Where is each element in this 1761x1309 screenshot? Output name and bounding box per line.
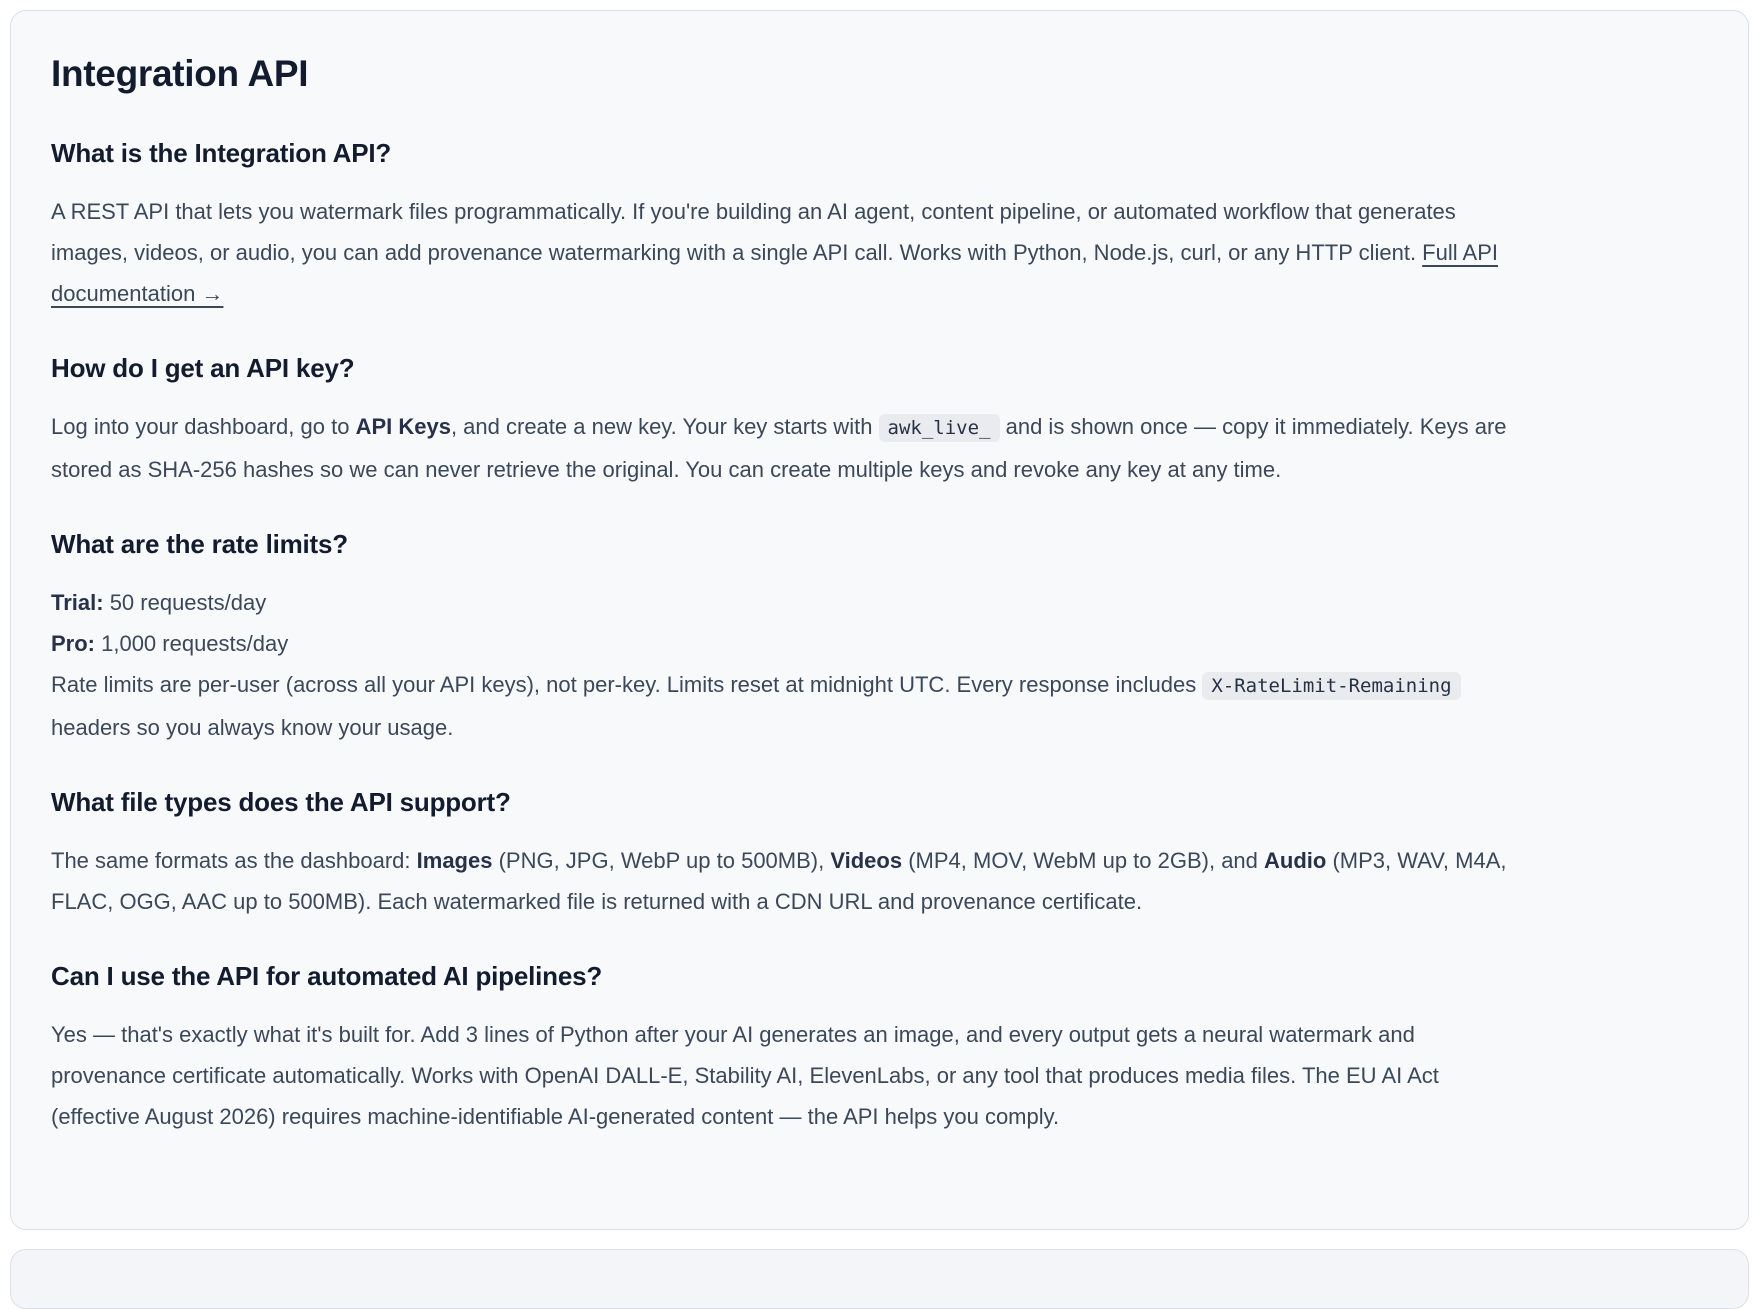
body-text: 50 requests/day	[103, 590, 267, 615]
faq-answer	[51, 406, 1523, 490]
body-text: A REST API that lets you watermark files programmatically. If you're building an AI agent, content pipeline, or automated workflow that generates images, videos, or audio, you can add provenance watermarking with a single API call. Works with Python, Node.js, curl, or any HTTP client.	[51, 199, 1456, 265]
faq-question: What are the rate limits?	[51, 529, 348, 559]
faq-section	[51, 786, 1708, 922]
inline-code: awk_live_	[879, 414, 1000, 442]
body-text: Log into your dashboard, go to	[51, 414, 356, 439]
body-text: (MP3, WAV, M4A, FLAC, OGG, AAC up to 500MB). Each watermarked file is returned with a CDN URL and provenance certificate.	[51, 848, 1507, 914]
faq-sections	[51, 137, 1708, 1137]
body-text: headers so you always know your usage.	[51, 715, 454, 740]
inline-code: X-RateLimit-Remaining	[1202, 672, 1460, 700]
faq-section	[51, 528, 1708, 748]
bold-text: Images	[416, 848, 493, 873]
full-api-documentation-link[interactable]: Full API documentation →	[51, 240, 1498, 306]
body-text: The same formats as the dashboard:	[51, 848, 417, 873]
faq-section	[51, 352, 1708, 490]
faq-question: Can I use the API for automated AI pipelines?	[51, 961, 603, 991]
bold-text: Audio	[1264, 848, 1327, 873]
body-text: Rate limits are per-user (across all your API keys), not per-key. Limits reset at midnight UTC. Every response includes	[51, 672, 1203, 697]
bold-text: API Keys	[355, 414, 451, 439]
next-card-top-edge	[10, 1249, 1749, 1309]
faq-question: What file types does the API support?	[51, 787, 511, 817]
body-text: , and create a new key. Your key starts with	[450, 414, 879, 439]
faq-question: How do I get an API key?	[51, 353, 355, 383]
body-text: 1,000 requests/day	[95, 631, 289, 656]
faq-answer	[51, 1014, 1523, 1137]
faq-question: What is the Integration API?	[51, 138, 392, 168]
bold-text: Trial:	[51, 590, 104, 615]
bold-text: Pro:	[51, 631, 95, 656]
faq-answer	[51, 191, 1523, 314]
faq-card	[10, 10, 1749, 1230]
bold-text: Videos	[830, 848, 903, 873]
body-text: (PNG, JPG, WebP up to 500MB),	[492, 848, 831, 873]
body-text: Yes — that's exactly what it's built for. Add 3 lines of Python after your AI generates an image, and every output gets a neural watermark and provenance certificate automatically. Works with OpenAI DALL-E, Stability AI, ElevenLabs, or any tool that produces media files. The EU AI Act (effective August 2026) requires machine-identifiable AI-generated content — the API helps you comply.	[51, 1022, 1439, 1129]
body-text: and is shown once — copy it immediately. Keys are stored as SHA-256 hashes so we can never retrieve the original. You can create multiple keys and revoke any key at any time.	[51, 414, 1507, 482]
page-title: Integration API	[51, 53, 309, 94]
faq-answer	[51, 582, 1523, 748]
body-text: (MP4, MOV, WebM up to 2GB), and	[902, 848, 1265, 873]
faq-answer	[51, 840, 1523, 922]
faq-section	[51, 137, 1708, 314]
faq-section	[51, 960, 1708, 1137]
